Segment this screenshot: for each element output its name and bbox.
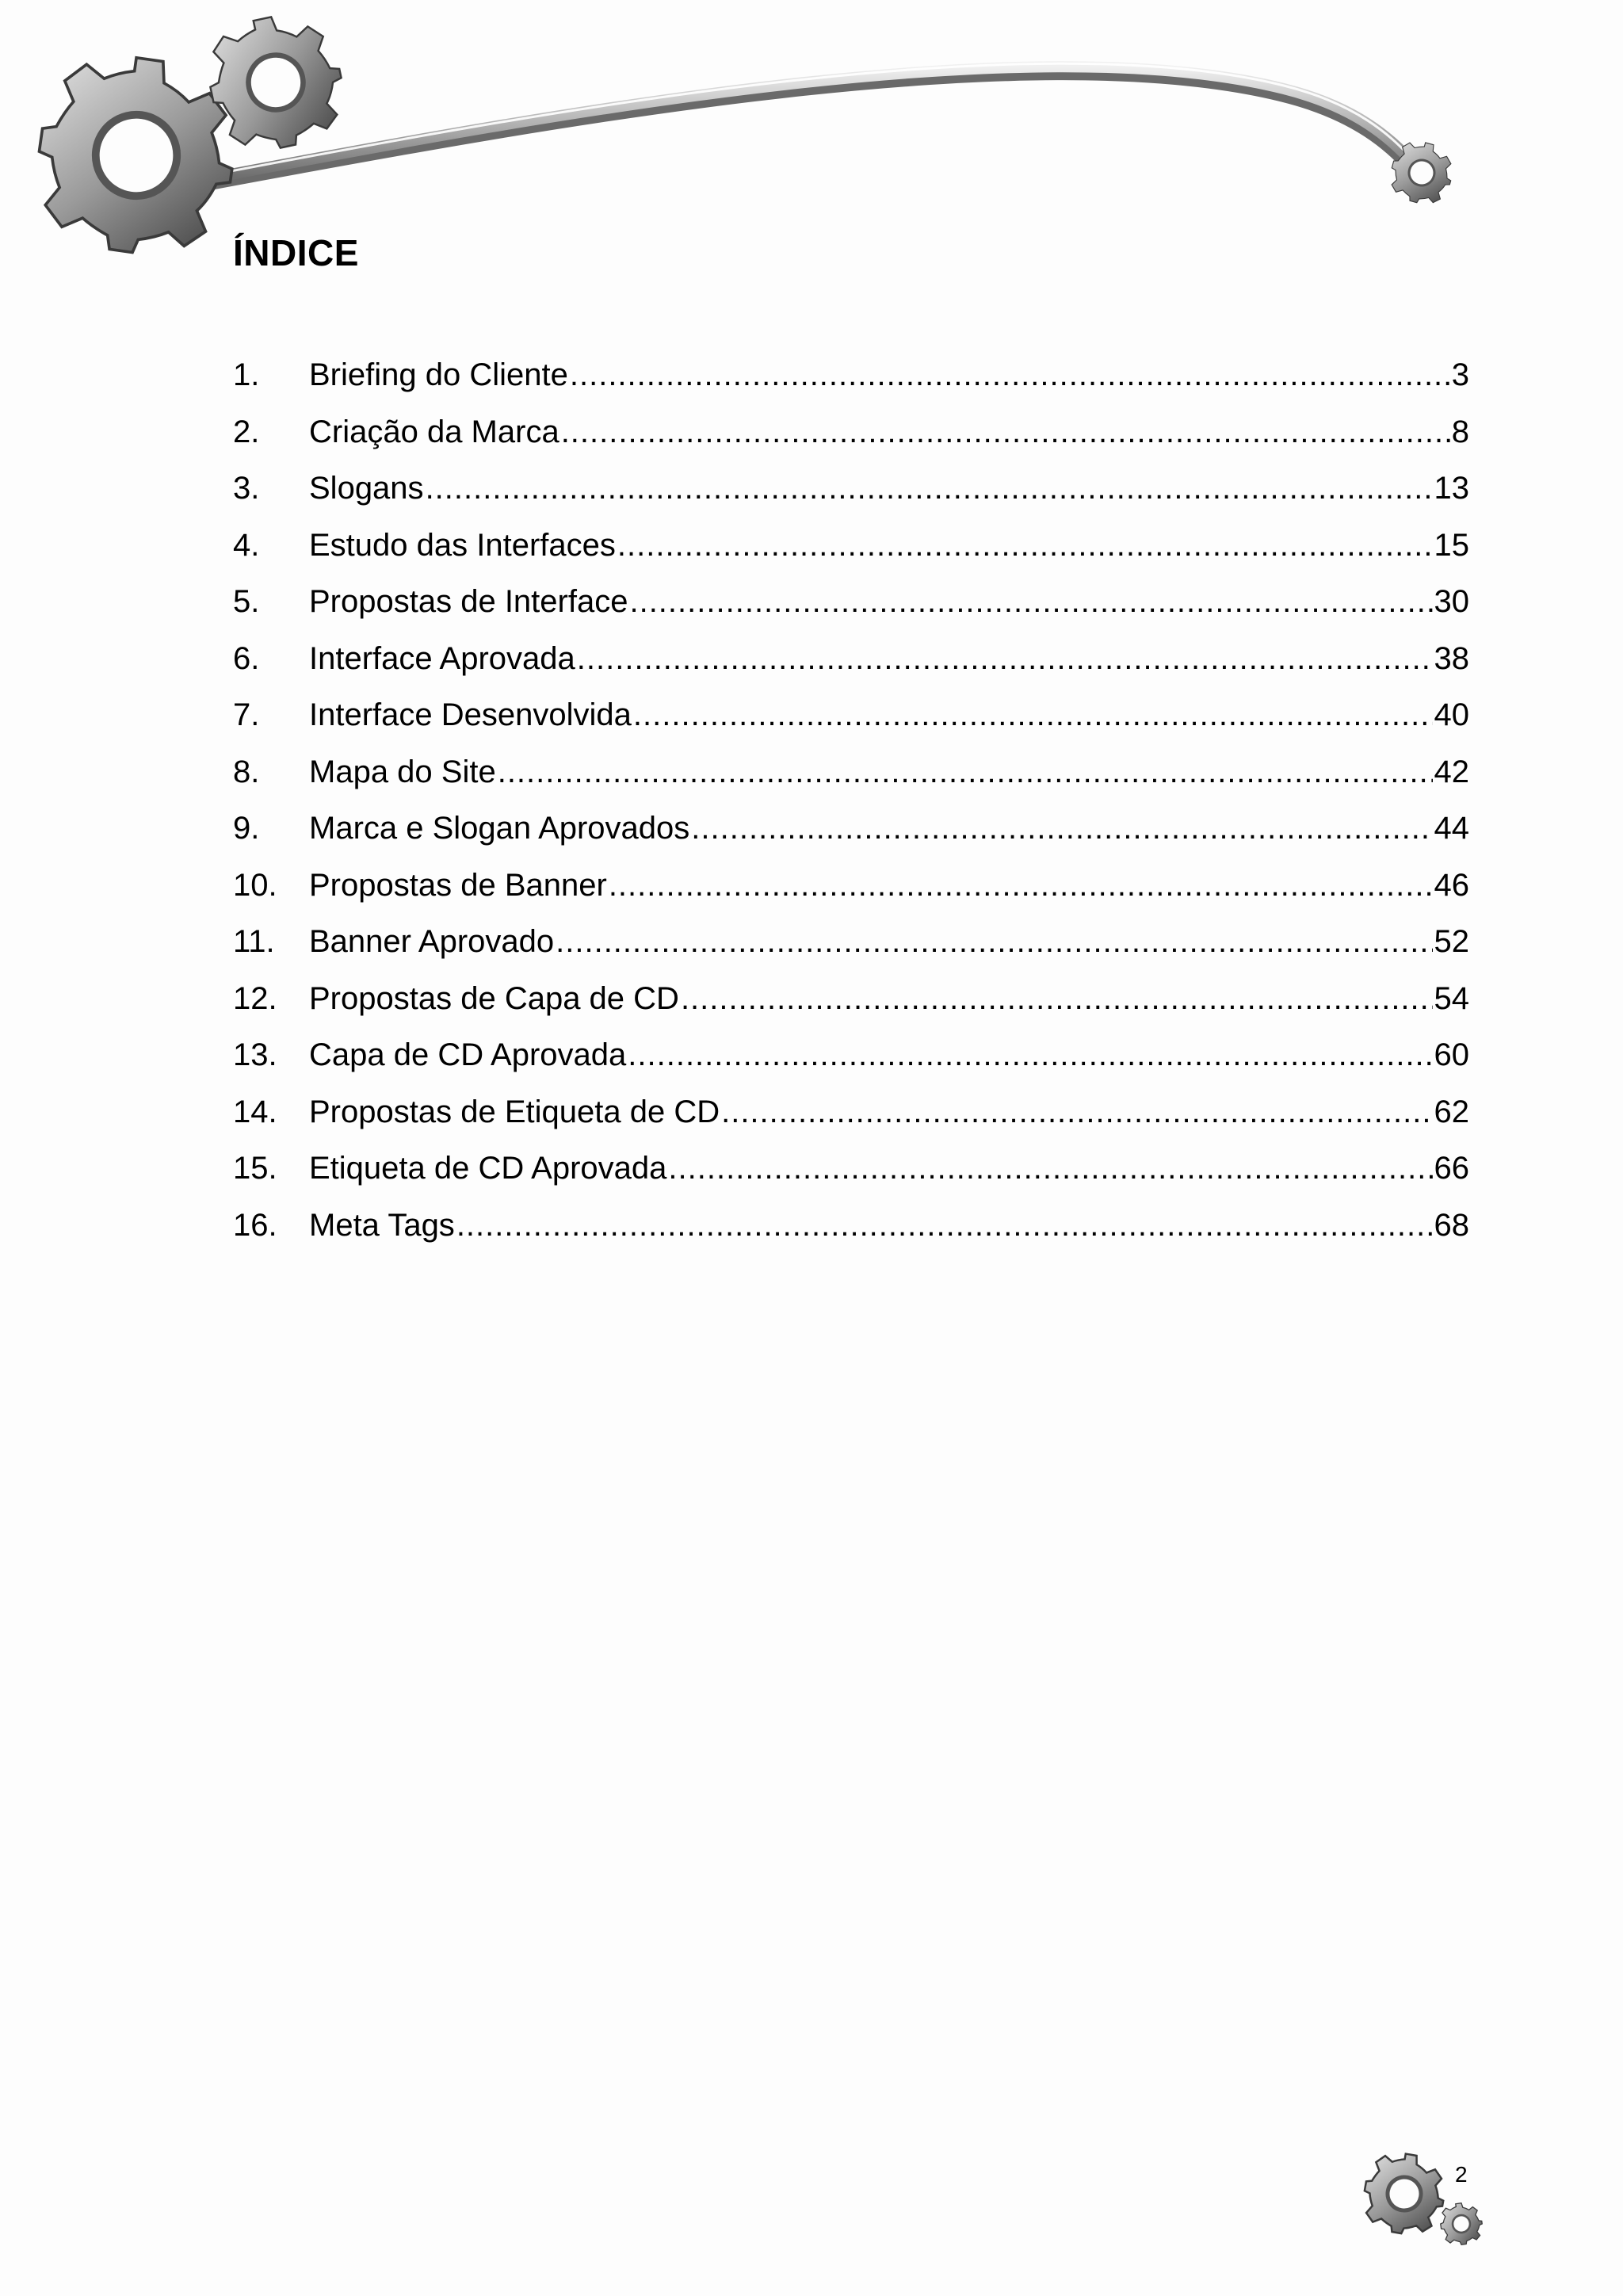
toc-number: 12. xyxy=(233,980,277,1016)
toc-label: Capa de CD Aprovada xyxy=(309,1037,627,1072)
toc-entry-propostas-capa-cd[interactable] xyxy=(233,971,1469,1028)
dot-leader xyxy=(570,347,1450,404)
toc-number: 1. xyxy=(233,357,260,392)
toc-number: 7. xyxy=(233,697,260,732)
toc-page-number: 46 xyxy=(1434,867,1469,903)
toc-label: Interface Desenvolvida xyxy=(309,697,632,732)
toc-entry-interface-desenvolvida[interactable] xyxy=(233,687,1469,744)
toc-page-number: 54 xyxy=(1434,980,1469,1016)
dot-leader xyxy=(668,1140,1432,1198)
dot-leader xyxy=(691,800,1432,858)
toc-page-number: 40 xyxy=(1434,697,1469,732)
toc-entry-slogans[interactable] xyxy=(233,460,1469,518)
toc-entry-banner-aprovado[interactable] xyxy=(233,914,1469,971)
dot-leader xyxy=(681,971,1433,1028)
toc-label: Propostas de Interface xyxy=(309,584,628,619)
toc-number: 8. xyxy=(233,754,260,789)
page-title: ÍNDICE xyxy=(233,232,359,273)
toc-number: 11. xyxy=(233,924,275,959)
toc-label: Meta Tags xyxy=(309,1207,455,1243)
ribbon-shadow xyxy=(214,73,1411,182)
toc-page-number: 44 xyxy=(1434,811,1469,846)
dot-leader xyxy=(633,687,1433,744)
dot-leader xyxy=(577,631,1433,688)
toc-entry-meta-tags[interactable] xyxy=(233,1198,1469,1255)
toc-label: Marca e Slogan Aprovados xyxy=(309,811,690,846)
toc-entry-interface-aprovada[interactable] xyxy=(233,631,1469,688)
footer-decoration xyxy=(1357,2140,1491,2251)
table-of-contents xyxy=(233,347,1469,1254)
toc-page-number: 8 xyxy=(1451,414,1469,449)
toc-entry-etiqueta-cd-aprovada[interactable] xyxy=(233,1140,1469,1198)
dot-leader xyxy=(721,1084,1432,1141)
toc-label: Propostas de Etiqueta de CD xyxy=(309,1094,720,1129)
toc-entry-propostas-banner[interactable] xyxy=(233,858,1469,915)
dot-leader xyxy=(556,914,1432,971)
toc-entry-estudo-interfaces[interactable] xyxy=(233,518,1469,575)
toc-number: 3. xyxy=(233,471,260,506)
toc-page-number: 66 xyxy=(1434,1151,1469,1186)
toc-entry-marca-slogan-aprovados[interactable] xyxy=(233,800,1469,858)
toc-number: 15. xyxy=(233,1151,277,1186)
dot-leader xyxy=(628,1027,1432,1084)
toc-number: 9. xyxy=(233,811,260,846)
toc-entry-capa-cd-aprovada[interactable] xyxy=(233,1027,1469,1084)
toc-entry-criacao-marca[interactable] xyxy=(233,404,1469,461)
toc-label: Interface Aprovada xyxy=(309,640,575,676)
toc-page-number: 68 xyxy=(1434,1207,1469,1243)
toc-number: 14. xyxy=(233,1094,277,1129)
toc-page-number: 62 xyxy=(1434,1094,1469,1129)
toc-page-number: 38 xyxy=(1434,640,1469,676)
header-decoration xyxy=(0,0,1623,269)
toc-label: Propostas de Banner xyxy=(309,867,607,903)
dot-leader xyxy=(617,518,1433,575)
toc-number: 10. xyxy=(233,867,277,903)
dot-leader xyxy=(561,404,1450,461)
toc-label: Mapa do Site xyxy=(309,754,496,789)
toc-number: 13. xyxy=(233,1037,277,1072)
toc-page-number: 60 xyxy=(1434,1037,1469,1072)
toc-number: 5. xyxy=(233,584,260,619)
toc-entry-propostas-etiqueta-cd[interactable] xyxy=(233,1084,1469,1141)
toc-number: 16. xyxy=(233,1207,277,1243)
toc-label: Criação da Marca xyxy=(309,414,559,449)
toc-label: Estudo das Interfaces xyxy=(309,527,616,563)
toc-entry-mapa-site[interactable] xyxy=(233,744,1469,801)
toc-page-number: 15 xyxy=(1434,527,1469,563)
dot-leader xyxy=(426,460,1433,518)
toc-label: Slogans xyxy=(309,471,424,506)
toc-label: Banner Aprovado xyxy=(309,924,555,959)
toc-number: 2. xyxy=(233,414,260,449)
toc-page-number: 3 xyxy=(1451,357,1469,392)
gear-icon xyxy=(199,6,353,160)
toc-page-number: 13 xyxy=(1434,471,1469,506)
dot-leader xyxy=(456,1198,1433,1255)
toc-page-number: 42 xyxy=(1434,754,1469,789)
toc-label: Etiqueta de CD Aprovada xyxy=(309,1151,667,1186)
toc-page-number: 30 xyxy=(1434,584,1469,619)
dot-leader xyxy=(609,858,1433,915)
page-number: 2 xyxy=(1455,2162,1468,2187)
toc-number: 4. xyxy=(233,527,260,563)
toc-entry-propostas-interface[interactable] xyxy=(233,574,1469,631)
toc-page-number: 52 xyxy=(1434,924,1469,959)
ribbon xyxy=(214,67,1411,178)
toc-label: Propostas de Capa de CD xyxy=(309,980,679,1016)
dot-leader xyxy=(498,744,1433,801)
toc-label: Briefing do Cliente xyxy=(309,357,568,392)
toc-number: 6. xyxy=(233,640,260,676)
gear-icon xyxy=(1438,2201,1485,2248)
toc-entry-briefing[interactable] xyxy=(233,347,1469,404)
gear-icon xyxy=(1358,2148,1450,2240)
gear-icon xyxy=(27,46,246,265)
dot-leader xyxy=(629,574,1432,631)
